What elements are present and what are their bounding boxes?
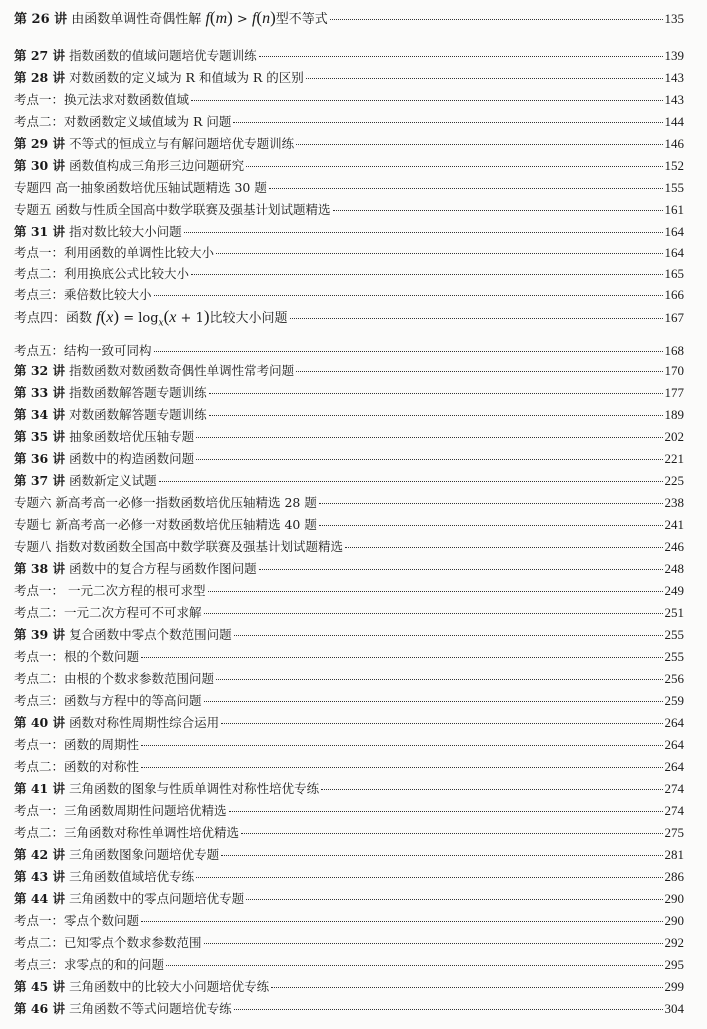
toc-entry-text: 三角函数值域培优专练 xyxy=(65,869,195,884)
toc-entry-text: 函数中的复合方程与函数作图问题 xyxy=(65,561,257,576)
toc-entry-text: 一元二次方程可不可求解 xyxy=(64,605,202,620)
toc-entry-text: 求零点的和的问题 xyxy=(64,957,165,972)
toc-entry-title xyxy=(14,979,269,995)
toc-entry xyxy=(14,92,684,108)
toc-entry-prefix: 第 38 讲 xyxy=(14,561,66,576)
dot-leader xyxy=(234,635,663,636)
toc-entry xyxy=(14,385,684,401)
toc-entry-prefix: 第 30 讲 xyxy=(14,158,66,173)
toc-entry-title xyxy=(14,1001,232,1017)
dot-leader xyxy=(319,503,663,504)
page-number: 189 xyxy=(664,407,684,422)
toc-entry-text: 指数对数函数全国高中数学联赛及强基计划试题精选 xyxy=(51,539,343,554)
page-number: 248 xyxy=(664,561,684,576)
dot-leader xyxy=(141,767,662,768)
toc-entry xyxy=(14,473,684,489)
toc-entry-prefix: 考点一： xyxy=(14,737,65,752)
toc-entry xyxy=(14,266,684,282)
dot-leader xyxy=(191,274,662,275)
toc-entry xyxy=(14,517,684,533)
dot-leader xyxy=(196,459,662,460)
toc-entry xyxy=(14,48,684,64)
page-number: 170 xyxy=(664,363,684,378)
toc-entry-prefix: 第 32 讲 xyxy=(14,363,66,378)
dot-leader xyxy=(271,987,662,988)
dot-leader xyxy=(306,78,663,79)
toc-entry-title xyxy=(14,385,207,401)
toc-entry-title xyxy=(14,825,239,841)
page-number: 249 xyxy=(664,583,684,598)
dot-leader xyxy=(141,657,662,658)
toc-entry xyxy=(14,957,684,973)
toc-entry xyxy=(14,224,684,240)
toc-entry-title xyxy=(14,451,194,467)
toc-entry xyxy=(14,869,684,885)
dot-leader xyxy=(196,437,662,438)
toc-entry-title xyxy=(14,245,214,261)
toc-entry xyxy=(14,803,684,819)
toc-entry-title xyxy=(14,136,294,152)
toc-entry-title xyxy=(14,737,139,753)
page-number: 290 xyxy=(664,891,684,906)
toc-entry-title xyxy=(14,309,288,332)
toc-entry-prefix: 第 28 讲 xyxy=(14,70,66,85)
toc-entry-text: 函数的周期性 xyxy=(64,737,140,752)
toc-entry-text: 对数函数解答题专题训练 xyxy=(65,407,207,422)
dot-leader xyxy=(141,745,662,746)
toc-entry xyxy=(14,759,684,775)
toc-entry-text: 三角函数对称性单调性培优精选 xyxy=(64,825,240,840)
toc-entry-prefix: 考点二： xyxy=(14,825,65,840)
toc-entry-text: 函数新定义试题 xyxy=(65,473,157,488)
dot-leader xyxy=(159,481,663,482)
toc-entry xyxy=(14,737,684,753)
toc-entry-title xyxy=(14,649,139,665)
toc-entry-text: 复合函数中零点个数范围问题 xyxy=(65,627,232,642)
toc-entry xyxy=(14,1001,684,1017)
toc-entry-title xyxy=(14,10,328,28)
dot-leader xyxy=(296,144,662,145)
toc-entry-title xyxy=(14,891,244,907)
page-number: 264 xyxy=(664,715,684,730)
toc-entry-prefix: 专题七 xyxy=(14,517,52,532)
toc-entry-text: 三角函数不等式问题培优专练 xyxy=(65,1001,232,1016)
page-number: 139 xyxy=(664,48,684,63)
page-number: 255 xyxy=(664,627,684,642)
toc-entry-title xyxy=(14,363,294,379)
page-number: 275 xyxy=(664,825,684,840)
toc-entry xyxy=(14,605,684,621)
toc-entry-title xyxy=(14,158,244,174)
page-number: 264 xyxy=(664,759,684,774)
toc-entry xyxy=(14,671,684,687)
page-number: 241 xyxy=(664,517,684,532)
toc-entry-text: 不等式的恒成立与有解问题培优专题训练 xyxy=(65,136,295,151)
toc-entry-title xyxy=(14,48,257,64)
toc-entry-prefix: 考点二： xyxy=(14,759,65,774)
toc-entry-prefix: 考点三： xyxy=(14,957,65,972)
toc-entry-text: 函数 xyxy=(66,311,93,326)
toc-entry-text: 函数对称性周期性综合运用 xyxy=(65,715,220,730)
toc-entry-text: 指数函数的值域问题培优专题训练 xyxy=(65,48,257,63)
toc-entry-title xyxy=(14,913,139,929)
page-number: 238 xyxy=(664,495,684,510)
toc-entry xyxy=(14,847,684,863)
toc-entry-prefix: 考点三： xyxy=(14,693,65,708)
toc-entry xyxy=(14,70,684,86)
toc-entry-text: 函数值构成三角形三边问题研究 xyxy=(65,158,245,173)
dot-leader xyxy=(208,591,663,592)
toc-entry-text: 零点个数问题 xyxy=(64,913,140,928)
page-number: 143 xyxy=(664,92,684,107)
dot-leader xyxy=(246,899,662,900)
toc-entry-title xyxy=(14,517,317,533)
toc-entry-text: 抽象函数培优压轴专题 xyxy=(65,429,195,444)
toc-entry xyxy=(14,913,684,929)
page-number: 290 xyxy=(664,913,684,928)
dot-leader xyxy=(333,210,663,211)
toc-entry-prefix: 专题八 xyxy=(14,539,52,554)
page-number: 161 xyxy=(664,202,684,217)
dot-leader xyxy=(229,811,663,812)
toc-entry-prefix: 第 44 讲 xyxy=(14,891,66,906)
toc-entry-text: 结构一致可同构 xyxy=(64,343,152,358)
toc-entry-prefix: 考点三： xyxy=(14,287,65,302)
page-number: 299 xyxy=(664,979,684,994)
toc-entry-suffix: 比较大小问题 xyxy=(209,311,288,326)
toc-entry xyxy=(14,693,684,709)
toc-entry xyxy=(14,343,684,359)
toc-entry-title xyxy=(14,847,219,863)
toc-entry-title xyxy=(14,583,206,599)
page-number: 146 xyxy=(664,136,684,151)
dot-leader xyxy=(191,100,662,101)
toc-entry-title xyxy=(14,266,189,282)
toc-entry-prefix: 第 43 讲 xyxy=(14,869,66,884)
dot-leader xyxy=(204,613,663,614)
toc-entry-text: 三角函数图象问题培优专题 xyxy=(65,847,220,862)
dot-leader xyxy=(184,232,663,233)
toc-entry-prefix: 第 45 讲 xyxy=(14,979,66,994)
toc-entry xyxy=(14,309,684,332)
toc-entry-text: 对数函数的定义域为 R 和值域为 R 的区别 xyxy=(65,70,304,85)
page-number: 251 xyxy=(664,605,684,620)
toc-entry-text: 新高考高一必修一指数函数培优压轴精选 28 题 xyxy=(51,495,317,510)
toc-entry-prefix: 第 26 讲 xyxy=(14,12,68,27)
toc-entry-title xyxy=(14,495,317,511)
page-number: 274 xyxy=(664,803,684,818)
math-formula: $f(x) = \log_x(x + 1)$ xyxy=(96,307,210,329)
page-number: 295 xyxy=(664,957,684,972)
toc-entry-text: 利用换底公式比较大小 xyxy=(64,266,190,281)
toc-entry xyxy=(14,180,684,196)
toc-entry-prefix: 考点一： xyxy=(14,803,65,818)
dot-leader xyxy=(141,921,662,922)
toc-entry-text: 指对数比较大小问题 xyxy=(65,224,182,239)
toc-entry-text: 指数函数对数函数奇偶性单调性常考问题 xyxy=(65,363,295,378)
toc-entry-title xyxy=(14,935,202,951)
toc-entry-prefix: 考点二： xyxy=(14,671,65,686)
toc-entry-title xyxy=(14,224,182,240)
toc-entry-prefix: 考点五： xyxy=(14,343,65,358)
toc-entry xyxy=(14,715,684,731)
page-number: 164 xyxy=(664,245,684,260)
dot-leader xyxy=(154,295,663,296)
page-number: 143 xyxy=(664,70,684,85)
toc-entry-prefix: 考点一： xyxy=(14,92,65,107)
toc-entry-text: 三角函数中的比较大小问题培优专练 xyxy=(65,979,270,994)
toc-entry-text: 由根的个数求参数范围问题 xyxy=(64,671,215,686)
toc-entry xyxy=(14,539,684,555)
toc-entry-title xyxy=(14,605,202,621)
page-number: 167 xyxy=(664,310,684,325)
toc-entry-text: 根的个数问题 xyxy=(64,649,140,664)
page-number: 135 xyxy=(664,11,684,26)
toc-entry xyxy=(14,781,684,797)
toc-entry-prefix: 专题六 xyxy=(14,495,52,510)
toc-entry-text: 利用函数的单调性比较大小 xyxy=(64,245,215,260)
toc-entry xyxy=(14,935,684,951)
dot-leader xyxy=(269,188,663,189)
toc-entry-title xyxy=(14,539,343,555)
toc-entry-title xyxy=(14,407,207,423)
math-formula: f(m) > f(n) xyxy=(205,8,276,27)
toc-entry xyxy=(14,627,684,643)
dot-leader xyxy=(259,56,663,57)
dot-leader xyxy=(221,855,662,856)
page-number: 177 xyxy=(664,385,684,400)
toc-entry-prefix: 第 36 讲 xyxy=(14,451,66,466)
toc-entry xyxy=(14,561,684,577)
toc-entry xyxy=(14,407,684,423)
toc-entry-title xyxy=(14,473,157,489)
page-number: 246 xyxy=(664,539,684,554)
toc-entry-prefix: 考点四： xyxy=(14,311,67,326)
dot-leader xyxy=(204,943,663,944)
toc-entry xyxy=(14,245,684,261)
toc-entry xyxy=(14,649,684,665)
toc-entry-title xyxy=(14,715,219,731)
dot-leader xyxy=(330,19,663,20)
page-number: 274 xyxy=(664,781,684,796)
toc-entry xyxy=(14,583,684,599)
dot-leader xyxy=(345,547,663,548)
dot-leader xyxy=(234,1009,663,1010)
toc-entry xyxy=(14,363,684,379)
toc-entry-text: 乘倍数比较大小 xyxy=(64,287,152,302)
toc-entry-title xyxy=(14,287,152,303)
toc-entry xyxy=(14,451,684,467)
dot-leader xyxy=(319,525,663,526)
toc-entry-title xyxy=(14,693,202,709)
toc-entry-prefix: 专题四 xyxy=(14,180,52,195)
dot-leader xyxy=(196,877,662,878)
page-number: 202 xyxy=(664,429,684,444)
toc-entry-prefix: 第 27 讲 xyxy=(14,48,66,63)
toc-entry-suffix: 型不等式 xyxy=(275,12,328,27)
toc-entry-text: 指数函数解答题专题训练 xyxy=(65,385,207,400)
toc-entry-title xyxy=(14,561,257,577)
toc-entry-title xyxy=(14,627,232,643)
toc-entry-text: 三角函数的图象与性质单调性对称性培优专练 xyxy=(65,781,320,796)
toc-entry-text: 换元法求对数函数值域 xyxy=(64,92,190,107)
dot-leader xyxy=(246,166,662,167)
dot-leader xyxy=(233,122,662,123)
toc-entry-prefix: 考点一： xyxy=(14,583,65,598)
toc-entry-prefix: 第 39 讲 xyxy=(14,627,66,642)
dot-leader xyxy=(209,415,663,416)
toc-entry-title xyxy=(14,429,194,445)
toc-entry-title xyxy=(14,803,227,819)
page-number: 144 xyxy=(664,114,684,129)
toc-entry-text: 三角函数中的零点问题培优专题 xyxy=(65,891,245,906)
toc-entry-prefix: 专题五 xyxy=(14,202,52,217)
toc-entry-text: 函数与性质全国高中数学联赛及强基计划试题精选 xyxy=(51,202,331,217)
toc-entry-text: 对数函数定义域值域为 R 问题 xyxy=(64,114,232,129)
toc-entry-prefix: 考点二： xyxy=(14,266,65,281)
toc-entry-title xyxy=(14,202,331,218)
toc-entry xyxy=(14,136,684,152)
toc-entry-prefix: 第 31 讲 xyxy=(14,224,66,239)
page-number: 168 xyxy=(664,343,684,358)
toc-entry-prefix: 第 40 讲 xyxy=(14,715,66,730)
toc-entry-prefix: 第 46 讲 xyxy=(14,1001,66,1016)
page-number: 264 xyxy=(664,737,684,752)
toc-entry-prefix: 考点一： xyxy=(14,913,65,928)
page-number: 225 xyxy=(664,473,684,488)
page-number: 292 xyxy=(664,935,684,950)
page-number: 164 xyxy=(664,224,684,239)
toc-entry-title xyxy=(14,759,139,775)
toc-entry xyxy=(14,114,684,130)
page-number: 221 xyxy=(664,451,684,466)
toc-entry-title xyxy=(14,114,231,130)
toc-entry-text: 新高考高一必修一对数函数培优压轴精选 40 题 xyxy=(51,517,317,532)
page-number: 281 xyxy=(664,847,684,862)
toc-entry-prefix: 考点二： xyxy=(14,114,65,129)
toc-entry-prefix: 第 37 讲 xyxy=(14,473,66,488)
toc-entry-text: 函数的对称性 xyxy=(64,759,140,774)
toc-entry-title xyxy=(14,180,267,196)
toc-entry xyxy=(14,825,684,841)
toc-entry-text: 由函数单调性奇偶性解 xyxy=(67,12,202,27)
toc-entry-title xyxy=(14,70,304,86)
toc-entry xyxy=(14,429,684,445)
toc-entry xyxy=(14,979,684,995)
dot-leader xyxy=(296,371,662,372)
dot-leader xyxy=(209,393,663,394)
toc-entry-text: 函数与方程中的等高问题 xyxy=(64,693,202,708)
toc-entry-title xyxy=(14,869,194,885)
dot-leader xyxy=(241,833,662,834)
dot-leader xyxy=(259,569,663,570)
page-number: 259 xyxy=(664,693,684,708)
page-number: 165 xyxy=(664,266,684,281)
dot-leader xyxy=(216,679,662,680)
toc-entry-title xyxy=(14,781,319,797)
toc-entry-title xyxy=(14,343,152,359)
toc-entry-title xyxy=(14,957,164,973)
toc-entry-prefix: 第 33 讲 xyxy=(14,385,66,400)
toc-entry-title xyxy=(14,671,214,687)
dot-leader xyxy=(166,965,662,966)
toc-entry xyxy=(14,10,684,28)
toc-entry-text: 三角函数周期性问题培优精选 xyxy=(64,803,227,818)
toc-entry-prefix: 第 34 讲 xyxy=(14,407,66,422)
page-number: 304 xyxy=(664,1001,684,1016)
toc-entry-prefix: 考点一： xyxy=(14,649,65,664)
page-number: 152 xyxy=(664,158,684,173)
toc-entry-prefix: 第 35 讲 xyxy=(14,429,66,444)
page-number: 286 xyxy=(664,869,684,884)
toc-entry xyxy=(14,495,684,511)
toc-entry-title xyxy=(14,92,189,108)
dot-leader xyxy=(321,789,662,790)
dot-leader xyxy=(221,723,662,724)
dot-leader xyxy=(204,701,663,702)
toc-entry-prefix: 第 42 讲 xyxy=(14,847,66,862)
dot-leader xyxy=(216,253,662,254)
toc-entry-text: 已知零点个数求参数范围 xyxy=(64,935,202,950)
toc-entry-prefix: 考点二： xyxy=(14,935,65,950)
dot-leader xyxy=(154,351,663,352)
toc-entry-prefix: 考点二： xyxy=(14,605,65,620)
toc-entry xyxy=(14,891,684,907)
toc-entry xyxy=(14,158,684,174)
page-number: 155 xyxy=(664,180,684,195)
toc-entry xyxy=(14,287,684,303)
page-number: 166 xyxy=(664,287,684,302)
page-number: 256 xyxy=(664,671,684,686)
dot-leader xyxy=(290,318,663,319)
toc-entry-text: 函数中的构造函数问题 xyxy=(65,451,195,466)
toc-entry-prefix: 考点一： xyxy=(14,245,65,260)
page-number: 255 xyxy=(664,649,684,664)
toc-entry-text: 高一抽象函数培优压轴试题精选 30 题 xyxy=(51,180,267,195)
toc-entry-prefix: 第 29 讲 xyxy=(14,136,66,151)
toc-entry-prefix: 第 41 讲 xyxy=(14,781,66,796)
toc-entry-text: 一元二次方程的根可求型 xyxy=(64,583,206,598)
toc-entry xyxy=(14,202,684,218)
